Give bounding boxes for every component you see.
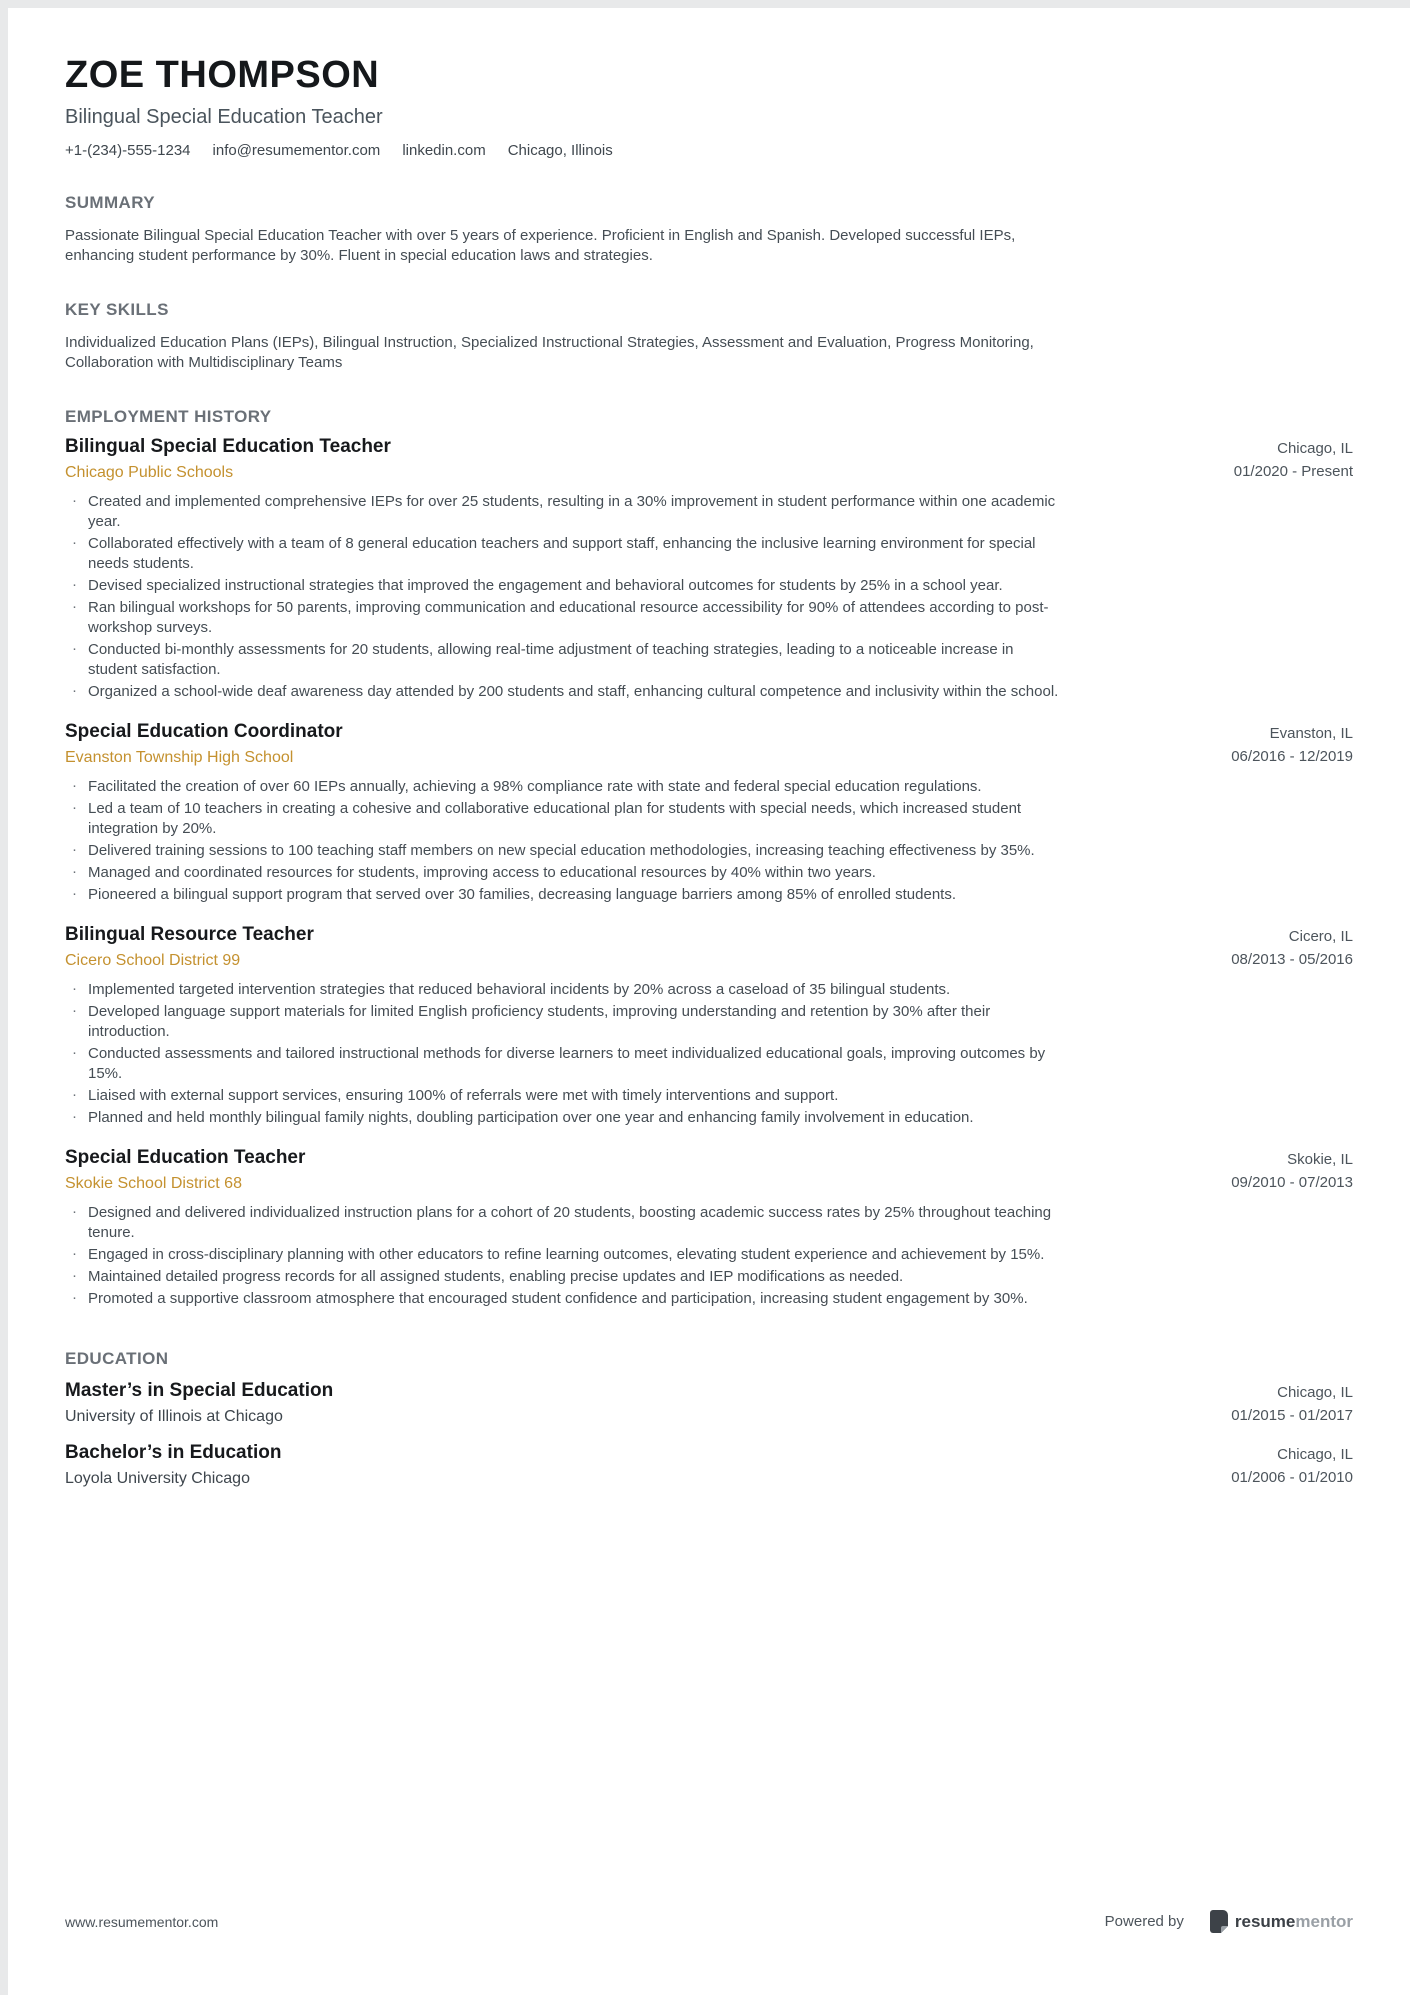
resume-header	[65, 54, 1353, 159]
job-location: Chicago, IL	[1277, 440, 1353, 457]
job-header-left	[65, 1146, 305, 1194]
education-meta	[1231, 1379, 1353, 1427]
job-bullet: · Engaged in cross-disciplinary planning with other educators to refine learning outcomes, elevating student experience and achievement by 15%.	[65, 1245, 1065, 1265]
education-heading: EDUCATION	[65, 1349, 169, 1368]
job-bullet: · Ran bilingual workshops for 50 parents, improving communication and educational resource accessibility for 90% of attendees according to post-workshop surveys.	[65, 598, 1065, 638]
job-bullet: · Planned and held monthly bilingual family nights, doubling participation over one year and enhancing family involvement in education.	[65, 1108, 1065, 1128]
person-job-title: Bilingual Special Education Teacher	[65, 106, 383, 128]
education-header-left	[65, 1379, 333, 1427]
job-meta	[1231, 720, 1353, 768]
education-dates: 01/2006 - 01/2010	[1231, 1469, 1353, 1486]
job-bullet-list	[65, 980, 1065, 1128]
job-meta	[1231, 923, 1353, 971]
job-bullet: · Liaised with external support services, ensuring 100% of referrals were met with timely interventions and support.	[65, 1086, 1065, 1106]
school-name: University of Illinois at Chicago	[65, 1408, 283, 1425]
job-location: Evanston, IL	[1269, 725, 1353, 742]
brand-text-mentor: mentor	[1295, 1911, 1353, 1931]
contact-location: Chicago, Illinois	[507, 142, 613, 159]
job-entry	[65, 435, 1353, 702]
employment-section	[65, 407, 1353, 1309]
job-bullet: · Conducted bi-monthly assessments for 20 students, allowing real-time adjustment of teaching strategies, leading to a noticeable increase in student satisfaction.	[65, 640, 1065, 680]
job-header	[65, 435, 1353, 483]
job-title: Bilingual Special Education Teacher	[65, 436, 391, 457]
job-header	[65, 1146, 1353, 1194]
job-header	[65, 720, 1353, 768]
job-dates: 08/2013 - 05/2016	[1231, 951, 1353, 968]
job-dates: 09/2010 - 07/2013	[1231, 1174, 1353, 1191]
summary-section	[65, 193, 1353, 266]
summary-heading: SUMMARY	[65, 193, 155, 212]
job-title: Special Education Teacher	[65, 1147, 306, 1168]
powered-by-label: Powered by	[1104, 1913, 1184, 1930]
education-dates: 01/2015 - 01/2017	[1231, 1407, 1353, 1424]
education-meta	[1231, 1441, 1353, 1489]
job-bullet: · Implemented targeted intervention strategies that reduced behavioral incidents by 20% across a caseload of 35 bilingual students.	[65, 980, 1065, 1000]
job-bullet: · Designed and delivered individualized instruction plans for a cohort of 20 students, boosting academic success rates by 25% throughout teaching tenure.	[65, 1203, 1065, 1243]
job-bullet: · Managed and coordinated resources for students, improving access to educational resources by 40% within two years.	[65, 863, 1065, 883]
employment-heading: EMPLOYMENT HISTORY	[65, 407, 272, 426]
education-section	[65, 1349, 1353, 1489]
key-skills-heading: KEY SKILLS	[65, 300, 169, 319]
brand-logo[interactable]	[1210, 1910, 1353, 1933]
person-name: ZOE THOMPSON	[65, 54, 380, 96]
job-bullet-list	[65, 492, 1065, 702]
contact-phone: +1-(234)-555-1234	[65, 142, 191, 159]
job-meta	[1231, 1146, 1353, 1194]
resume-page	[8, 8, 1410, 1995]
degree-title: Master’s in Special Education	[65, 1380, 334, 1401]
job-company: Skokie School District 68	[65, 1175, 242, 1192]
job-bullet: · Delivered training sessions to 100 teaching staff members on new special education methodologies, increasing teaching effectiveness by 35%.	[65, 841, 1065, 861]
job-bullet: · Created and implemented comprehensive IEPs for over 25 students, resulting in a 30% improvement in student performance within one academic year.	[65, 492, 1065, 532]
job-title: Bilingual Resource Teacher	[65, 924, 314, 945]
job-bullet-list	[65, 777, 1065, 905]
job-entry	[65, 720, 1353, 905]
job-bullet: · Collaborated effectively with a team of 8 general education teachers and support staff, enhancing the inclusive learning environment for special needs students.	[65, 534, 1065, 574]
job-company: Chicago Public Schools	[65, 464, 234, 481]
job-bullet: · Conducted assessments and tailored instructional methods for diverse learners to meet individualized educational goals, improving outcomes by 15%.	[65, 1044, 1065, 1084]
job-bullet-list	[65, 1203, 1065, 1309]
degree-title: Bachelor’s in Education	[65, 1442, 282, 1463]
brand-text-resume: resume	[1234, 1911, 1296, 1931]
job-entry	[65, 1146, 1353, 1309]
powered-by-group	[1105, 1910, 1353, 1933]
key-skills-text: Individualized Education Plans (IEPs), Bilingual Instruction, Specialized Instructional Strategies, Assessment and Evaluation, Progress Monitoring, Collaboration with Multidisciplinary Teams	[65, 334, 1034, 371]
page-footer	[65, 1910, 1353, 1933]
job-bullet: · Devised specialized instructional strategies that improved the engagement and behavioral outcomes for students by 25% in a school year.	[65, 576, 1065, 596]
job-bullet: · Facilitated the creation of over 60 IEPs annually, achieving a 98% compliance rate with state and federal special education regulations.	[65, 777, 1065, 797]
education-header	[65, 1441, 1353, 1489]
job-company: Cicero School District 99	[65, 952, 241, 969]
job-location: Cicero, IL	[1288, 928, 1353, 945]
job-header	[65, 923, 1353, 971]
brand-document-icon	[1210, 1910, 1228, 1933]
education-location: Chicago, IL	[1277, 1384, 1353, 1401]
job-dates: 01/2020 - Present	[1233, 463, 1353, 480]
job-header-left	[65, 435, 391, 483]
job-header-left	[65, 720, 343, 768]
job-location: Skokie, IL	[1287, 1151, 1353, 1168]
education-entry	[65, 1379, 1353, 1427]
education-location: Chicago, IL	[1277, 1446, 1353, 1463]
contact-row	[65, 142, 1353, 159]
education-header	[65, 1379, 1353, 1427]
brand-text	[1235, 1912, 1353, 1932]
job-dates: 06/2016 - 12/2019	[1231, 748, 1353, 765]
job-header-left	[65, 923, 314, 971]
job-bullet: · Maintained detailed progress records for all assigned students, enabling precise updates and IEP modifications as needed.	[65, 1267, 1065, 1287]
summary-text: Passionate Bilingual Special Education Teacher with over 5 years of experience. Proficient in English and Spanish. Developed successful IEPs, enhancing student performance by 30%. Fluent in special education laws and strategies.	[65, 227, 1016, 264]
job-meta	[1234, 435, 1353, 483]
school-name: Loyola University Chicago	[65, 1470, 250, 1487]
job-bullet: · Promoted a supportive classroom atmosphere that encouraged student confidence and participation, increasing student engagement by 30%.	[65, 1289, 1065, 1309]
key-skills-section	[65, 300, 1353, 373]
education-entry	[65, 1441, 1353, 1489]
footer-site-link[interactable]: www.resumementor.com	[65, 1913, 219, 1930]
job-company: Evanston Township High School	[65, 749, 294, 766]
education-header-left	[65, 1441, 281, 1489]
contact-linkedin[interactable]: linkedin.com	[402, 142, 486, 159]
job-bullet: · Organized a school-wide deaf awareness day attended by 200 students and staff, enhancing cultural competence and inclusivity within the school.	[65, 682, 1065, 702]
job-entry	[65, 923, 1353, 1128]
job-bullet: · Developed language support materials for limited English proficiency students, improving understanding and retention by 30% after their introduction.	[65, 1002, 1065, 1042]
job-title: Special Education Coordinator	[65, 721, 343, 742]
contact-email[interactable]: info@resumementor.com	[212, 142, 381, 159]
job-bullet: · Pioneered a bilingual support program that served over 30 families, decreasing language barriers among 85% of enrolled students.	[65, 885, 1065, 905]
job-bullet: · Led a team of 10 teachers in creating a cohesive and collaborative educational plan for students with special needs, which increased student integration by 20%.	[65, 799, 1065, 839]
